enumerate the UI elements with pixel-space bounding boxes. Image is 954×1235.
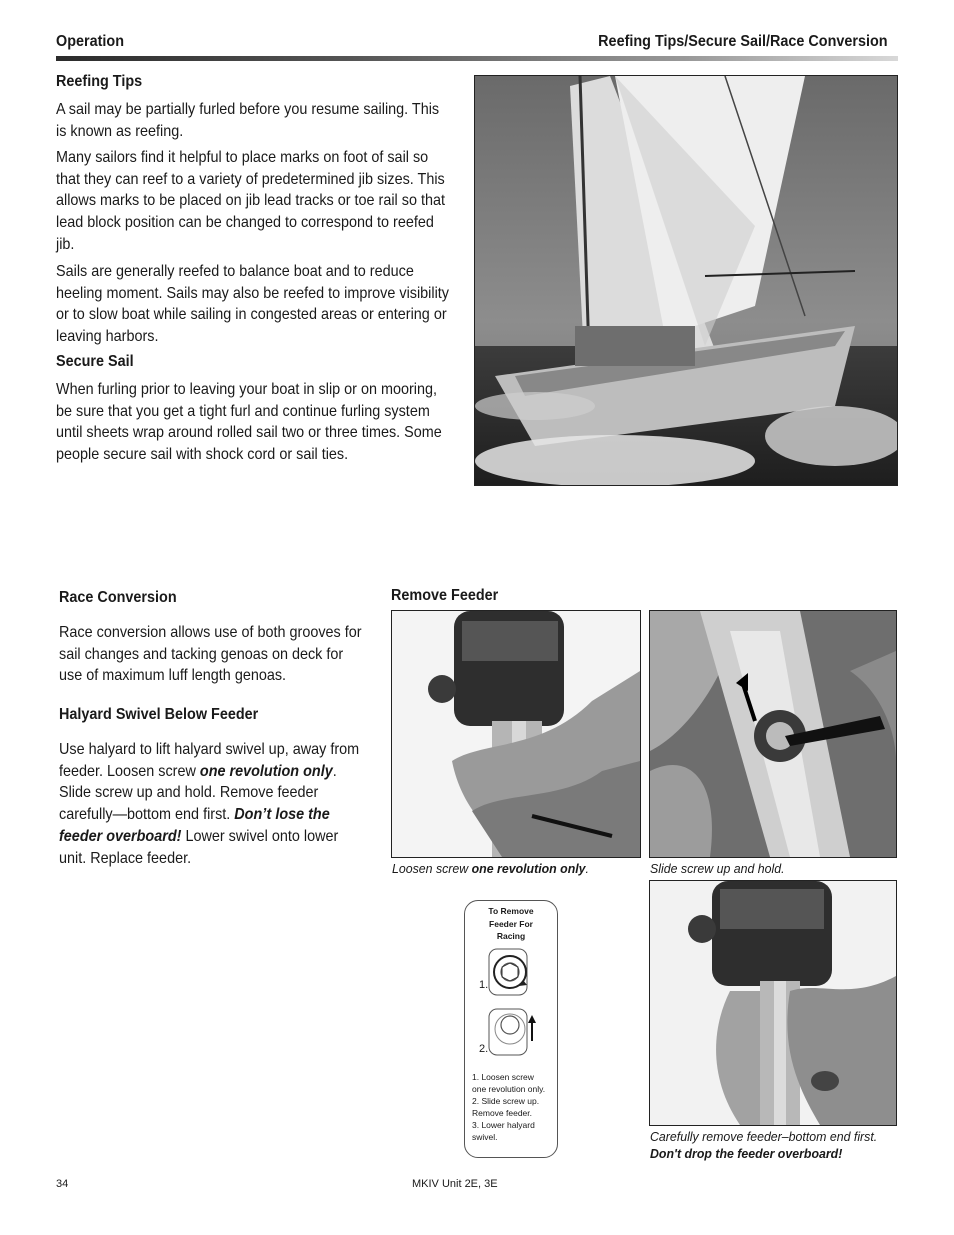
reefing-paragraph-2: Many sailors find it helpful to place marks on foot of sail so that they can reef to a variety of predetermined jib sizes. This allows marks to be placed on jib lead tracks or toe rail so that lead block position can be changed to correspond to reefed jib. [56, 149, 445, 253]
remove-feeder-caption: Carefully remove feeder–bottom end first. Don't drop the feeder overboard! [650, 1129, 878, 1161]
remove-feeder-photo [649, 880, 897, 1126]
loosen-screw-caption: Loosen screw one revolution only. [392, 861, 589, 876]
section-label: Operation [56, 33, 125, 50]
loosen-screw-photo [391, 610, 641, 858]
halyard-swivel-heading: Halyard Swivel Below Feeder [59, 706, 259, 723]
card-step-1-label: 1. [479, 979, 489, 991]
card-instructions: 1. Loosen screw one revolution only. 2. Slide screw up. Remove feeder. 3. Lower halyard swivel. [472, 1072, 546, 1142]
instruction-card [464, 900, 558, 1158]
remove-feeder-heading: Remove Feeder [391, 587, 499, 604]
secure-sail-paragraph: When furling prior to leaving your boat in slip or on mooring, be sure that you get a tight furl and continue furling system until sheets wrap around rolled sail two or three times. Some people secure sail with shock cord or sail ties. [56, 381, 442, 464]
halyard-swivel-paragraph: Use halyard to lift halyard swivel up, away from feeder. Loosen screw one revolution only. Slide screw up and hold. Remove feeder carefully—bottom end first. Don’t lose the feeder overboard! Lower swivel onto lower unit. Replace feeder. [59, 741, 360, 867]
page-number: 34 [56, 1178, 69, 1190]
reefing-paragraph-3: Sails are generally reefed to balance boat and to reduce heeling moment. Sails may also be reefed to improve visibility or to slow boat while sailing in congested areas or entering or leaving harbors. [56, 263, 449, 346]
page-topic: Reefing Tips/Secure Sail/Race Conversion [598, 33, 888, 50]
model-label: MKIV Unit 2E, 3E [412, 1178, 498, 1190]
secure-sail-heading: Secure Sail [56, 353, 134, 370]
sailboat-photo [474, 75, 898, 486]
card-step-2-label: 2. [479, 1043, 489, 1055]
card-title: To Remove Feeder For Racing [488, 906, 534, 941]
reefing-tips-heading: Reefing Tips [56, 73, 143, 90]
header-divider [56, 56, 898, 61]
race-conversion-paragraph: Race conversion allows use of both grooves for sail changes and tacking genoas on deck for use of maximum luff length genoas. [59, 624, 362, 685]
reefing-paragraph-1: A sail may be partially furled before you resume sailing. This is known as reefing. [56, 101, 440, 140]
slide-screw-photo [649, 610, 897, 858]
race-conversion-heading: Race Conversion [59, 589, 177, 606]
slide-screw-caption: Slide screw up and hold. [650, 861, 785, 876]
